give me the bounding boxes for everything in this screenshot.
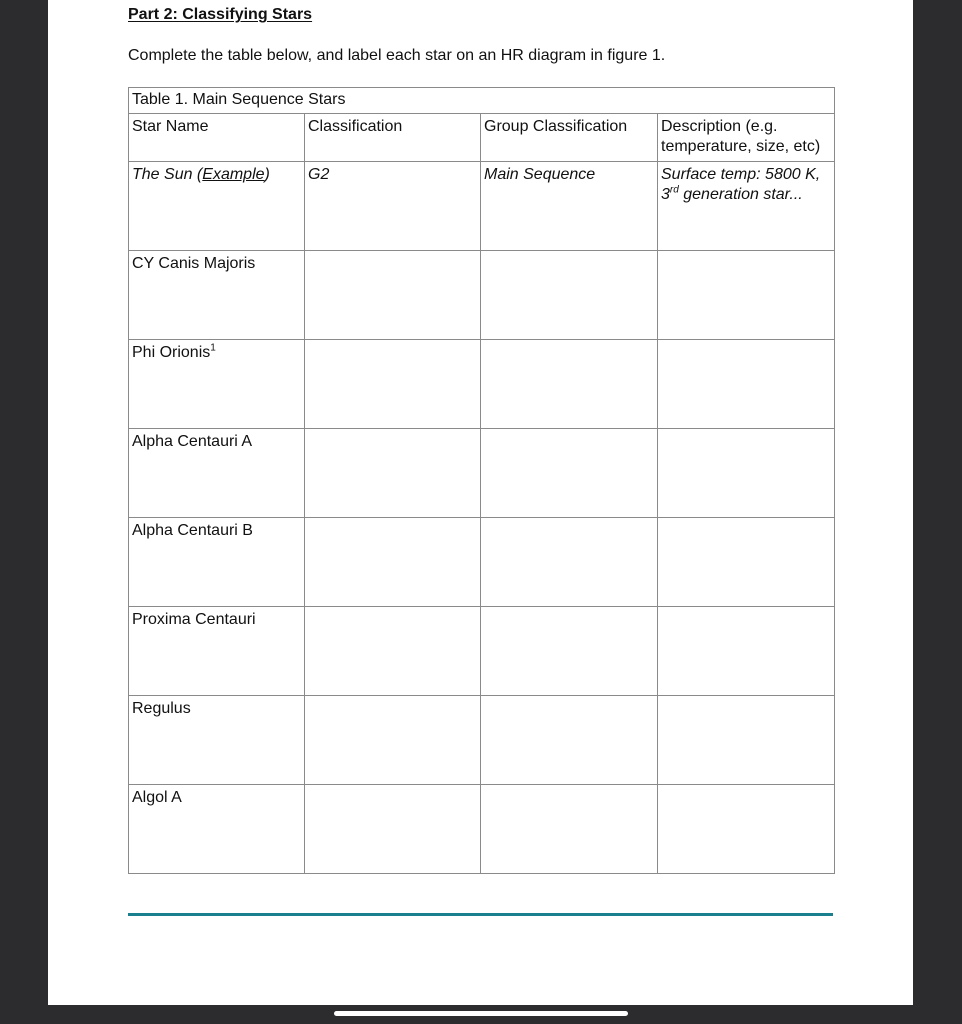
star-name-cell: Algol A xyxy=(129,785,305,874)
example-row xyxy=(129,162,835,251)
example-group: Main Sequence xyxy=(481,162,658,251)
instructions-text: Complete the table below, and label each star on an HR diagram in figure 1. xyxy=(128,47,666,64)
table-header-row xyxy=(129,114,835,162)
group-cell[interactable] xyxy=(481,251,658,340)
example-description: Surface temp: 5800 K, 3rd generation star... xyxy=(658,162,835,251)
classification-cell[interactable] xyxy=(305,340,481,429)
example-link: Example xyxy=(202,166,265,183)
star-name-cell: Regulus xyxy=(129,696,305,785)
star-name-cell: Alpha Centauri B xyxy=(129,518,305,607)
example-star-name: The Sun (Example) xyxy=(129,162,305,251)
classification-cell[interactable] xyxy=(305,696,481,785)
description-cell[interactable] xyxy=(658,251,835,340)
section-divider xyxy=(128,913,833,916)
classification-cell[interactable] xyxy=(305,429,481,518)
group-cell[interactable] xyxy=(481,518,658,607)
classification-cell[interactable] xyxy=(305,251,481,340)
group-cell[interactable] xyxy=(481,340,658,429)
table-row xyxy=(129,340,835,429)
description-cell[interactable] xyxy=(658,607,835,696)
group-cell[interactable] xyxy=(481,607,658,696)
group-cell[interactable] xyxy=(481,429,658,518)
table-row xyxy=(129,607,835,696)
star-name-cell: Proxima Centauri xyxy=(129,607,305,696)
description-cell[interactable] xyxy=(658,785,835,874)
document-page xyxy=(48,0,913,1005)
star-name-cell: CY Canis Majoris xyxy=(129,251,305,340)
classification-cell[interactable] xyxy=(305,518,481,607)
star-name-cell: Alpha Centauri A xyxy=(129,429,305,518)
header-classification: Classification xyxy=(305,114,481,162)
table-row xyxy=(129,785,835,874)
header-description: Description (e.g. temperature, size, etc) xyxy=(658,114,835,162)
header-star-name: Star Name xyxy=(129,114,305,162)
header-group-classification: Group Classification xyxy=(481,114,658,162)
table-row xyxy=(129,429,835,518)
description-cell[interactable] xyxy=(658,696,835,785)
example-classification: G2 xyxy=(305,162,481,251)
table-row xyxy=(129,696,835,785)
description-cell[interactable] xyxy=(658,429,835,518)
table-row xyxy=(129,518,835,607)
description-cell[interactable] xyxy=(658,518,835,607)
home-indicator[interactable] xyxy=(334,1011,628,1016)
star-table xyxy=(128,87,835,874)
section-heading: Part 2: Classifying Stars xyxy=(128,6,313,23)
classification-cell[interactable] xyxy=(305,785,481,874)
group-cell[interactable] xyxy=(481,696,658,785)
table-caption: Table 1. Main Sequence Stars xyxy=(129,88,835,114)
group-cell[interactable] xyxy=(481,785,658,874)
star-name-cell: Phi Orionis$^1$ xyxy=(129,340,305,429)
classification-cell[interactable] xyxy=(305,607,481,696)
table-caption-row xyxy=(129,88,835,114)
table-row xyxy=(129,251,835,340)
description-cell[interactable] xyxy=(658,340,835,429)
